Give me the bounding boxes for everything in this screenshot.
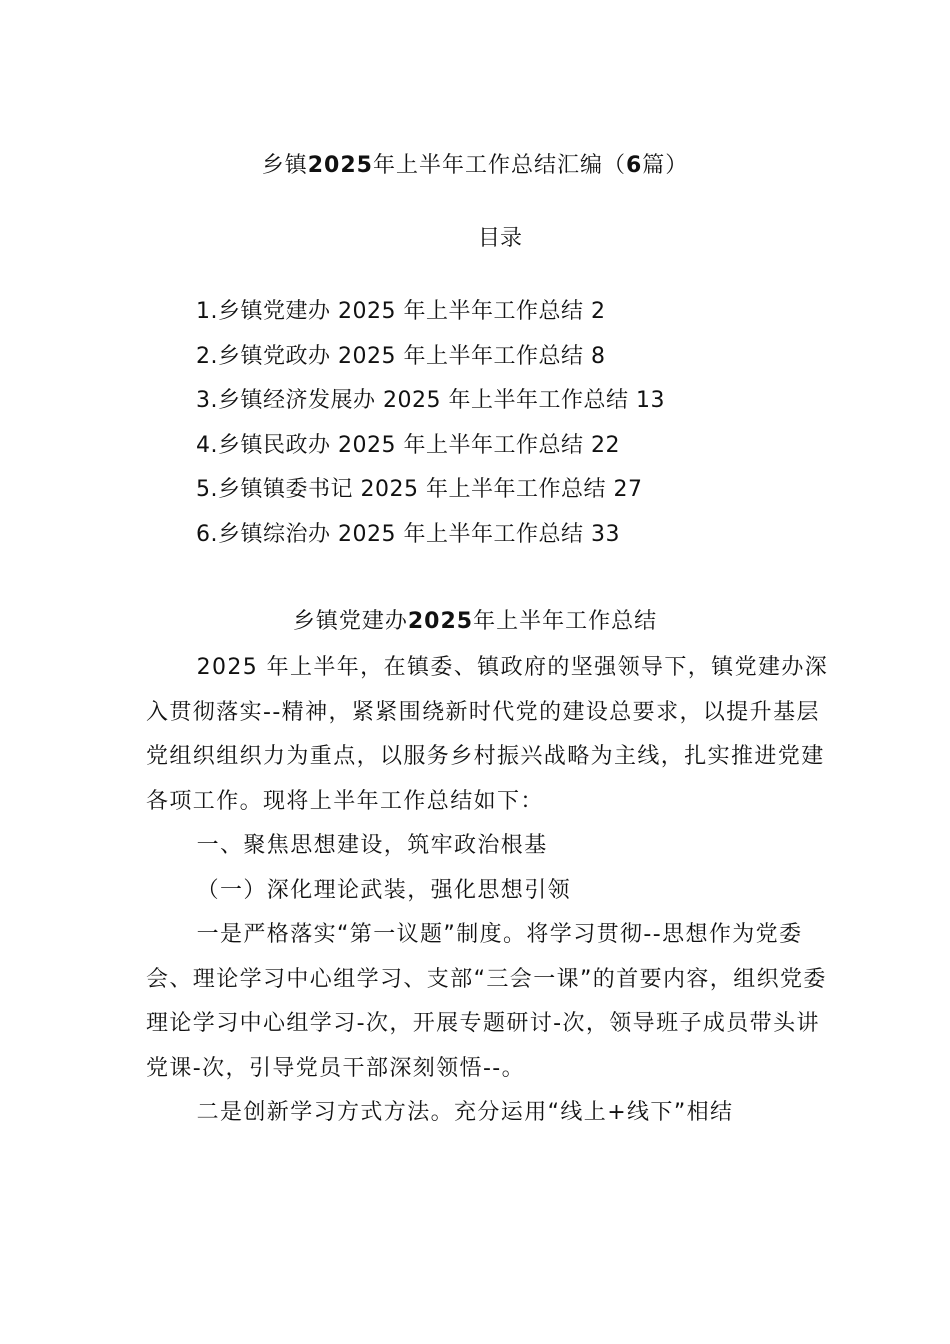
subsection-heading: （一）深化理论武装，强化思想引领 bbox=[196, 877, 571, 903]
paragraph-point-one: 一是严格落实“第一议题”制度。将学习贯彻--思想作为党委会、理论学习中心组学习、支部“三会一课”的首要内容，组织党委理论学习中心组学习-次，开展专题研讨-次，领导班子成员带头讲党课-次，引导党员干部深刻领悟--。 bbox=[146, 922, 827, 1081]
toc-item[interactable]: 1.乡镇党建办 2025 年上半年工作总结 2 bbox=[196, 299, 606, 324]
toc-item[interactable]: 3.乡镇经济发展办 2025 年上半年工作总结 13 bbox=[196, 388, 665, 413]
article-title-year: 2025 bbox=[407, 609, 474, 634]
article-title-prefix: 乡镇党建办 bbox=[292, 609, 408, 634]
toc-item[interactable]: 5.乡镇镇委书记 2025 年上半年工作总结 27 bbox=[196, 477, 643, 502]
title-prefix: 乡镇 bbox=[261, 153, 308, 178]
article-body bbox=[146, 646, 836, 1136]
title-middle: 年上半年工作总结汇编（ bbox=[372, 153, 626, 178]
toc-item[interactable]: 6.乡镇综治办 2025 年上半年工作总结 33 bbox=[196, 521, 620, 547]
toc-item[interactable]: 4.乡镇民政办 2025 年上半年工作总结 22 bbox=[196, 432, 620, 458]
paragraph-point-two: 二是创新学习方式方法。充分运用“线上+线下”相结 bbox=[196, 1100, 734, 1125]
title-year: 2025 bbox=[307, 153, 373, 178]
table-of-contents bbox=[196, 290, 665, 557]
toc-heading: 目录 bbox=[477, 226, 522, 251]
title-suffix: 篇） bbox=[642, 153, 689, 178]
section-heading: 一、聚焦思想建设，筑牢政治根基 bbox=[196, 833, 548, 858]
document-title bbox=[0, 148, 950, 184]
title-count: 6 bbox=[625, 153, 643, 178]
toc-item[interactable]: 2.乡镇党政办 2025 年上半年工作总结 8 bbox=[196, 343, 606, 369]
article-title-suffix: 年上半年工作总结 bbox=[473, 609, 658, 634]
article-title bbox=[0, 604, 950, 640]
paragraph-intro: 2025 年上半年，在镇委、镇政府的坚强领导下，镇党建办深入贯彻落实--精神，紧紧围绕新时代党的建设总要求，以提升基层党组织组织力为重点，以服务乡村振兴战略为主线，扎实推进党建各项工作。现将上半年工作总结如下： bbox=[146, 655, 829, 814]
